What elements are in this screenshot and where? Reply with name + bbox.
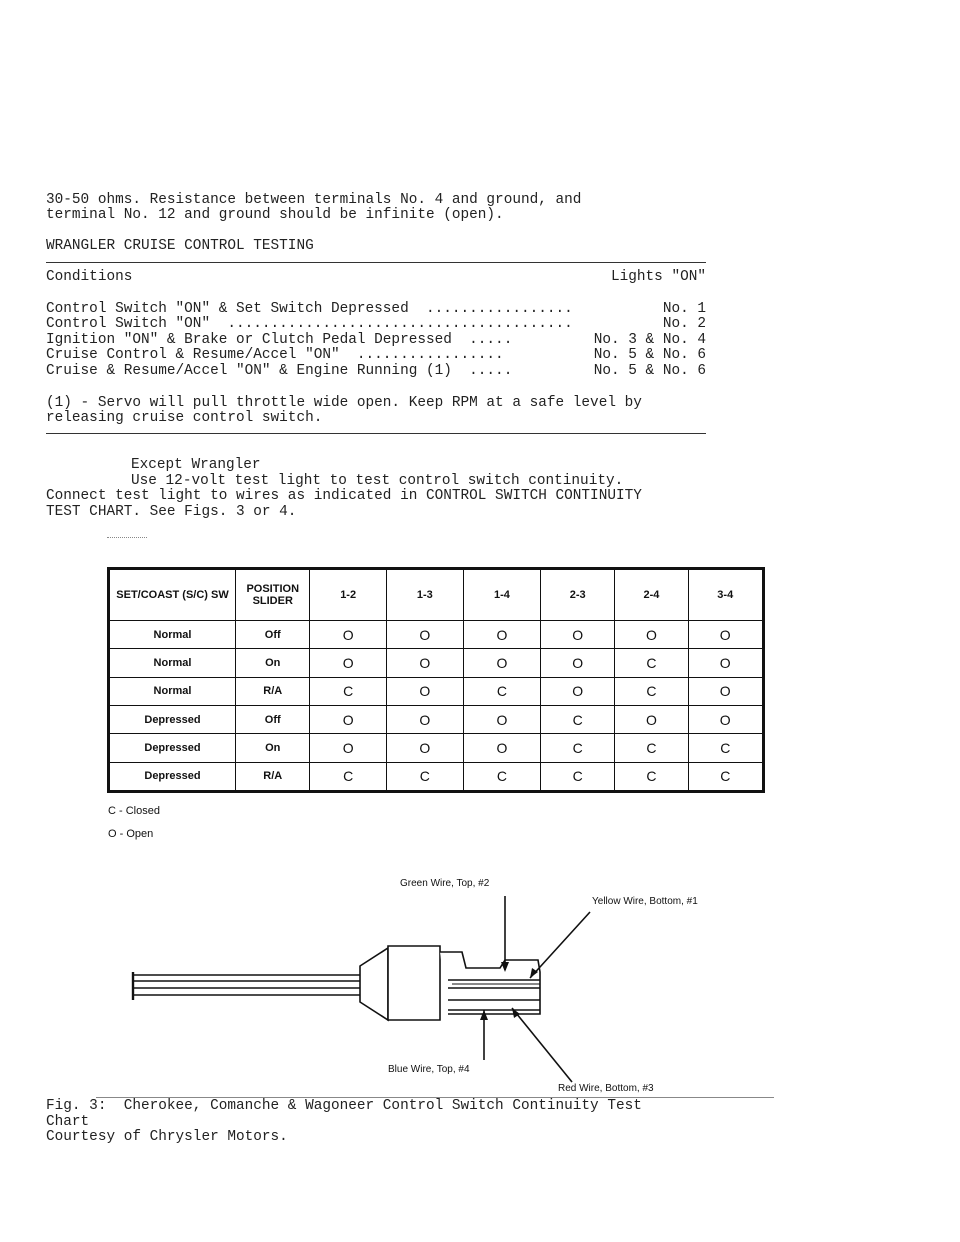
cell-value: O (615, 621, 688, 649)
row-lights: No. 1 (662, 301, 706, 317)
red-wire-leader (512, 1008, 572, 1082)
legend-closed: C - Closed (108, 805, 160, 817)
cell-slider: R/A (236, 677, 310, 705)
cell-value: C (463, 677, 540, 705)
table-row (110, 762, 763, 790)
intro-line-1: 30-50 ohms. Resistance between terminals No. 4 and ground, and (46, 192, 582, 208)
cell-value: O (463, 734, 540, 762)
header-2-3: 2-3 (540, 570, 614, 621)
cell-value: O (463, 621, 540, 649)
cell-value: C (463, 762, 540, 790)
label-red-wire: Red Wire, Bottom, #3 (558, 1083, 654, 1094)
connector-diagram (0, 860, 960, 1100)
caption-line-2: Chart (46, 1114, 90, 1130)
cell-value: O (386, 734, 463, 762)
caption-line-3: Courtesy of Chrysler Motors. (46, 1129, 288, 1145)
header-sc-switch: SET/COAST (S/C) SW (110, 570, 236, 621)
row-lights: No. 5 & No. 6 (593, 347, 706, 363)
header-position-slider: POSITION SLIDER (236, 570, 310, 621)
cell-value: C (615, 649, 688, 677)
cell-value: O (540, 621, 614, 649)
cell-value: O (310, 705, 386, 733)
cell-value: O (688, 621, 763, 649)
cell-slider: On (236, 734, 310, 762)
section-line-3: TEST CHART. See Figs. 3 or 4. (46, 504, 297, 520)
header-1-3: 1-3 (386, 570, 463, 621)
cell-value: O (310, 649, 386, 677)
cell-switch: Normal (110, 649, 236, 677)
cell-switch: Normal (110, 621, 236, 649)
chart-header-row (110, 570, 763, 621)
cell-value: O (540, 677, 614, 705)
label-green-wire: Green Wire, Top, #2 (400, 878, 490, 889)
cell-slider: Off (236, 621, 310, 649)
wrangler-table-header (46, 270, 706, 286)
cell-value: O (386, 621, 463, 649)
header-1-4: 1-4 (463, 570, 540, 621)
table-bottom-rule (46, 433, 706, 434)
cell-value: O (688, 649, 763, 677)
cell-value: C (540, 705, 614, 733)
cell-value: O (386, 677, 463, 705)
scan-mark (107, 537, 147, 538)
cell-value: C (540, 734, 614, 762)
row-condition: Ignition "ON" & Brake or Clutch Pedal Depressed ..... (46, 332, 513, 348)
row-condition: Cruise & Resume/Accel "ON" & Engine Running (1) ..... (46, 363, 513, 379)
cell-value: C (540, 762, 614, 790)
cell-value: C (310, 677, 386, 705)
cell-slider: R/A (236, 762, 310, 790)
cell-switch: Depressed (110, 705, 236, 733)
cell-value: O (463, 649, 540, 677)
footnote-line-1: (1) - Servo will pull throttle wide open. Keep RPM at a safe level by (46, 395, 642, 411)
legend-open: O - Open (108, 828, 154, 840)
wrangler-row (46, 348, 706, 364)
continuity-table (109, 569, 763, 791)
row-lights: No. 3 & No. 4 (593, 332, 706, 348)
header-lights: Lights "ON" (611, 269, 706, 285)
table-row (110, 705, 763, 733)
cell-value: O (310, 621, 386, 649)
cell-value: C (310, 762, 386, 790)
cell-slider: On (236, 649, 310, 677)
wrangler-row (46, 317, 706, 333)
row-lights: No. 5 & No. 6 (593, 363, 706, 379)
cell-value: O (386, 649, 463, 677)
header-3-4: 3-4 (688, 570, 763, 621)
cell-value: C (386, 762, 463, 790)
cell-switch: Normal (110, 677, 236, 705)
row-condition: Cruise Control & Resume/Accel "ON" ................. (46, 347, 504, 363)
section-line-2: Connect test light to wires as indicated in CONTROL SWITCH CONTINUITY (46, 488, 642, 504)
caption-line-1: Fig. 3: Cherokee, Comanche & Wagoneer Control Switch Continuity Test (46, 1098, 642, 1114)
cell-value: O (615, 705, 688, 733)
cell-switch: Depressed (110, 734, 236, 762)
continuity-chart (107, 567, 765, 793)
cell-value: O (540, 649, 614, 677)
cell-value: C (688, 734, 763, 762)
cell-value: C (688, 762, 763, 790)
connector-body-icon (388, 946, 440, 1020)
cell-value: O (688, 677, 763, 705)
wrangler-table-title: WRANGLER CRUISE CONTROL TESTING (46, 238, 314, 254)
header-2-4: 2-4 (615, 570, 688, 621)
cell-value: O (310, 734, 386, 762)
label-blue-wire: Blue Wire, Top, #4 (388, 1064, 470, 1075)
table-top-rule (46, 262, 706, 263)
footnote-line-2: releasing cruise control switch. (46, 410, 323, 426)
cell-value: C (615, 677, 688, 705)
cell-value: O (688, 705, 763, 733)
section-heading: Except Wrangler (131, 457, 261, 473)
label-yellow-wire: Yellow Wire, Bottom, #1 (592, 896, 698, 907)
row-lights: No. 2 (662, 316, 706, 332)
cell-value: C (615, 734, 688, 762)
wrangler-row (46, 364, 706, 380)
header-1-2: 1-2 (310, 570, 386, 621)
yellow-wire-leader (530, 912, 590, 978)
row-condition: Control Switch "ON" ........................................ (46, 316, 573, 332)
cell-switch: Depressed (110, 762, 236, 790)
table-row (110, 621, 763, 649)
table-row (110, 677, 763, 705)
cell-value: C (615, 762, 688, 790)
cell-value: O (386, 705, 463, 733)
connector-boot-icon (360, 948, 388, 1020)
row-condition: Control Switch "ON" & Set Switch Depressed ................. (46, 301, 573, 317)
intro-line-2: terminal No. 12 and ground should be infinite (open). (46, 207, 504, 223)
cell-slider: Off (236, 705, 310, 733)
header-conditions: Conditions (46, 269, 133, 285)
table-row (110, 649, 763, 677)
cell-value: O (463, 705, 540, 733)
section-line-1: Use 12-volt test light to test control switch continuity. (131, 473, 624, 489)
table-row (110, 734, 763, 762)
